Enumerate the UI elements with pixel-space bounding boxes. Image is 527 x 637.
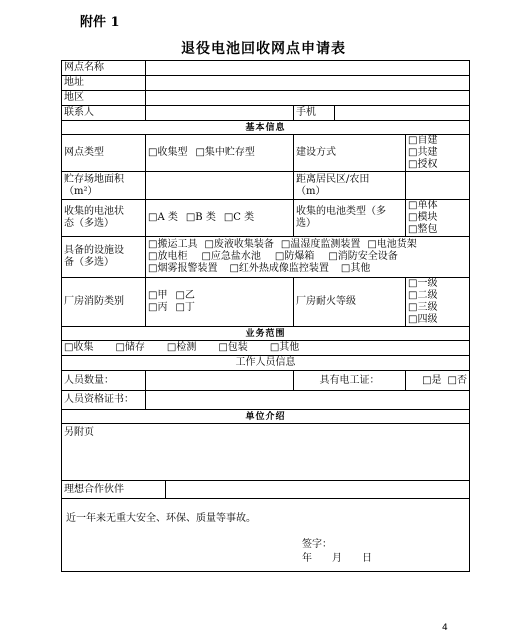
region-label: 地区 (62, 91, 146, 106)
battery-type-cell-checkbox[interactable]: □单体 (408, 200, 438, 211)
site-type-central-storage-checkbox[interactable]: □集中贮存型 (195, 147, 255, 158)
electrician-cert-label: 具有电工证： (294, 371, 406, 391)
equipment-explosion-proof-box-checkbox[interactable]: □防爆箱 (274, 251, 315, 262)
equipment-waste-liquid-checkbox[interactable]: □废液收集装备 (204, 239, 274, 250)
contact-field[interactable] (146, 106, 294, 121)
equipment-handling-tools-checkbox[interactable]: □搬运工具 (148, 239, 198, 250)
equipment-label-line2: 备（多选） (64, 257, 114, 268)
battery-type-options (406, 200, 470, 237)
signature-label: 签字： (302, 539, 332, 550)
battery-state-c-checkbox[interactable]: □C 类 (223, 212, 255, 223)
equipment-label (62, 237, 146, 278)
battery-state-a-checkbox[interactable]: □A 类 (148, 212, 178, 223)
storage-area-label-line1: 贮存场地面积 (64, 173, 124, 185)
battery-type-pack-checkbox[interactable]: □整包 (408, 224, 438, 235)
distance-label (294, 172, 406, 200)
equipment-label-line1: 具备的设施设 (64, 245, 124, 256)
storage-area-field[interactable] (146, 172, 294, 200)
site-name-field[interactable] (146, 61, 470, 76)
battery-state-b-checkbox[interactable]: □B 类 (185, 212, 216, 223)
fire-class-label: 厂房消防类别 (62, 278, 146, 327)
declaration-text: 近一年来无重大安全、环保、质量等事故。 (66, 513, 256, 524)
equipment-options (146, 237, 470, 278)
battery-type-label-line2: 选） (296, 218, 316, 229)
fire-rating-label: 厂房耐火等级 (294, 278, 406, 327)
electrician-cert-options (406, 371, 470, 391)
see-attached-text: 另附页 (64, 427, 94, 438)
scope-packaging-checkbox[interactable]: □包装 (218, 342, 248, 353)
storage-area-label-line2: （m²） (64, 185, 98, 197)
form-title: 退役电池回收网点申请表 (181, 41, 346, 57)
equipment-battery-rack-checkbox[interactable]: □电池货架 (367, 239, 417, 250)
scope-testing-checkbox[interactable]: □检测 (166, 342, 197, 353)
partner-label: 理想合作伙伴 (62, 481, 166, 499)
equipment-infrared-monitor-checkbox[interactable]: □红外热成像监控装置 (229, 263, 329, 274)
distance-field[interactable] (406, 172, 470, 200)
fire-rating-options (406, 278, 470, 327)
equipment-other-checkbox[interactable]: □其他 (340, 263, 371, 274)
contact-label: 联系人 (62, 106, 146, 121)
electrician-yes-checkbox[interactable]: □是 (422, 374, 442, 386)
qualification-field[interactable] (146, 391, 470, 410)
fire-class-jia-checkbox[interactable]: □甲 (148, 290, 168, 301)
fire-class-bing-checkbox[interactable]: □丙 (148, 302, 168, 313)
date-label: 年 月 日 (302, 553, 372, 564)
battery-state-options (146, 200, 294, 237)
equipment-discharge-cabinet-checkbox[interactable]: □放电柜 (148, 251, 188, 262)
battery-state-label-line2: 态（多选） (64, 218, 114, 229)
battery-type-label-line1: 收集的电池类型（多 (296, 206, 386, 217)
build-mode-options (406, 135, 470, 172)
battery-type-label (294, 200, 406, 237)
storage-area-label (62, 172, 146, 200)
fire-class-ding-checkbox[interactable]: □丁 (175, 302, 195, 313)
battery-state-label (62, 200, 146, 237)
page-number: 4 (442, 623, 448, 633)
scope-storage-checkbox[interactable]: □储存 (115, 342, 145, 353)
fire-class-options (146, 278, 294, 327)
staff-count-field[interactable] (146, 371, 294, 391)
address-field[interactable] (146, 76, 470, 91)
site-type-label: 网点类型 (62, 135, 146, 172)
electrician-no-checkbox[interactable]: □否 (447, 374, 467, 386)
build-self-checkbox[interactable]: □自建 (408, 135, 438, 146)
address-label: 地址 (62, 76, 146, 91)
business-scope-header: 业务范围 (62, 327, 470, 341)
phone-label: 手机 (294, 106, 335, 121)
fire-rating-3-checkbox[interactable]: □三级 (408, 302, 438, 313)
declaration-block (62, 499, 470, 572)
equipment-salt-water-pool-checkbox[interactable]: □应急盐水池 (201, 251, 261, 262)
build-authorized-checkbox[interactable]: □授权 (408, 159, 438, 170)
fire-rating-4-checkbox[interactable]: □四级 (408, 314, 438, 325)
attachment-label: 附件 1 (80, 15, 120, 30)
phone-field[interactable] (335, 106, 470, 121)
fire-class-yi-checkbox[interactable]: □乙 (175, 290, 195, 301)
scope-other-checkbox[interactable]: □其他 (269, 342, 300, 353)
distance-label-line1: 距离居民区/农田 (296, 173, 370, 185)
staff-info-header: 工作人员信息 (62, 356, 470, 371)
site-name-label: 网点名称 (62, 61, 146, 76)
site-type-options (146, 135, 294, 172)
site-type-collect-checkbox[interactable]: □收集型 (148, 147, 188, 158)
build-mode-label: 建设方式 (294, 135, 406, 172)
staff-count-label: 人员数量： (62, 371, 146, 391)
fire-rating-2-checkbox[interactable]: □二级 (408, 290, 438, 301)
partner-field[interactable] (166, 481, 470, 499)
region-field[interactable] (146, 91, 470, 106)
basic-info-header: 基本信息 (62, 121, 470, 135)
business-scope-options (62, 341, 470, 356)
qualification-label: 人员资格证书： (62, 391, 146, 410)
equipment-smoke-alarm-checkbox[interactable]: □烟雾报警装置 (148, 263, 218, 274)
org-intro-field[interactable] (62, 424, 470, 481)
fire-rating-1-checkbox[interactable]: □一级 (408, 278, 438, 289)
build-joint-checkbox[interactable]: □共建 (408, 147, 438, 158)
application-form-table (61, 60, 470, 572)
battery-state-label-line1: 收集的电池状 (64, 206, 124, 217)
distance-label-line2: （m） (296, 185, 326, 197)
battery-type-module-checkbox[interactable]: □模块 (408, 212, 438, 223)
equipment-fire-safety-checkbox[interactable]: □消防安全设备 (328, 251, 398, 262)
scope-collect-checkbox[interactable]: □收集 (64, 342, 94, 353)
org-intro-header: 单位介绍 (62, 410, 470, 424)
equipment-temp-humidity-checkbox[interactable]: □温湿度监测装置 (280, 239, 361, 250)
